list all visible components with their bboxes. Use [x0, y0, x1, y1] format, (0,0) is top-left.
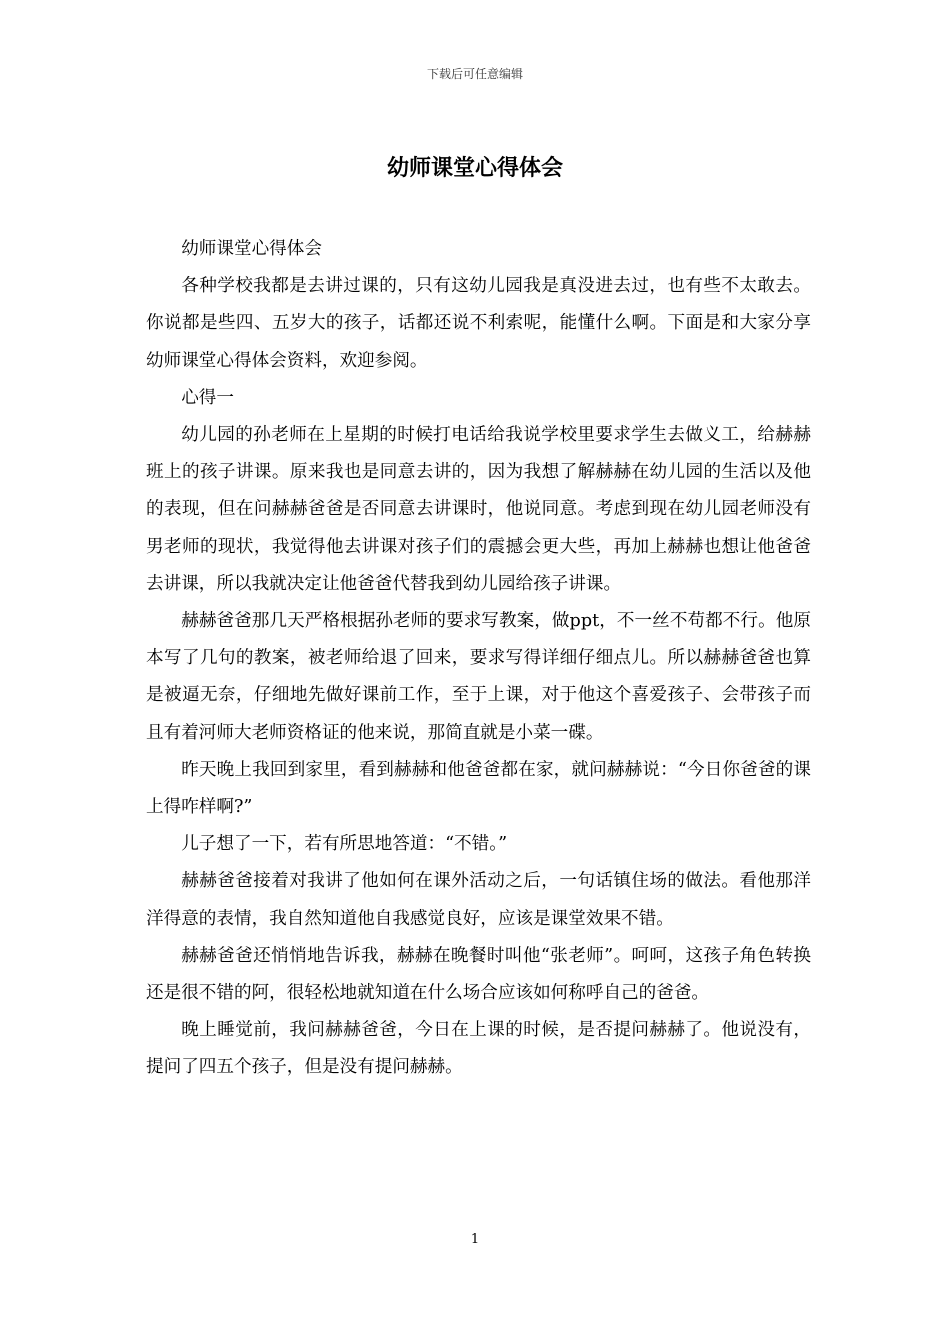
paragraph: 各种学校我都是去讲过课的，只有这幼儿园我是真没进去过，也有些不太敢去。你说都是些四、五岁大的孩子，话都还说不利索呢，能懂什么啊。下面是和大家分享幼师课堂心得体会资料，欢迎参阅。 — [146, 276, 811, 371]
section-heading: 心得一 — [181, 387, 234, 408]
document-title: 幼师课堂心得体会 — [386, 155, 563, 181]
page-header: 下载后可任意编辑 — [426, 67, 523, 81]
paragraph: 赫赫爸爸那几天严格根据孙老师的要求写教案，做ppt，不一丝不苟都不行。他原本写了几句的教案，被老师给退了回来，要求写得详细仔细点儿。所以赫赫爸爸也算是被逼无奈，仔细地先做好课前工作，至于上课，对于他这个喜爱孩子、会带孩子而且有着河师大老师资格证的他来说，那简直就是小菜一碟。 — [146, 611, 811, 743]
paragraph: 赫赫爸爸还悄悄地告诉我，赫赫在晚餐时叫他“张老师”。呵呵，这孩子角色转换还是很不错的阿，很轻松地就知道在什么场合应该如何称呼自己的爸爸。 — [146, 945, 811, 1004]
paragraph: 晚上睡觉前，我问赫赫爸爸，今日在上课的时候，是否提问赫赫了。他说没有，提问了四五个孩子，但是没有提问赫赫。 — [146, 1020, 811, 1078]
page-number: 1 — [470, 1232, 480, 1247]
paragraph-subtitle: 幼师课堂心得体会 — [181, 239, 322, 259]
paragraph: 昨天晚上我回到家里，看到赫赫和他爸爸都在家，就问赫赫说：“今日你爸爸的课上得咋样啊?” — [146, 759, 811, 818]
paragraph: 赫赫爸爸接着对我讲了他如何在课外活动之后，一句话镇住场的做法。看他那洋洋得意的表情，我自然知道他自我感觉良好，应该是课堂效果不错。 — [146, 871, 811, 929]
paragraph: 幼儿园的孙老师在上星期的时候打电话给我说学校里要求学生去做义工，给赫赫班上的孩子讲课。原来我也是同意去讲的，因为我想了解赫赫在幼儿园的生活以及他的表现，但在问赫赫爸爸是否同意去讲课时，他说同意。考虑到现在幼儿园老师没有男老师的现状，我觉得他去讲课对孩子们的震撼会更大些，再加上赫赫也想让他爸爸去讲课，所以我就决定让他爸爸代替我到幼儿园给孩子讲课。 — [146, 425, 811, 594]
paragraph: 儿子想了一下，若有所思地答道：“不错。” — [181, 834, 508, 855]
document-body — [146, 231, 811, 1087]
